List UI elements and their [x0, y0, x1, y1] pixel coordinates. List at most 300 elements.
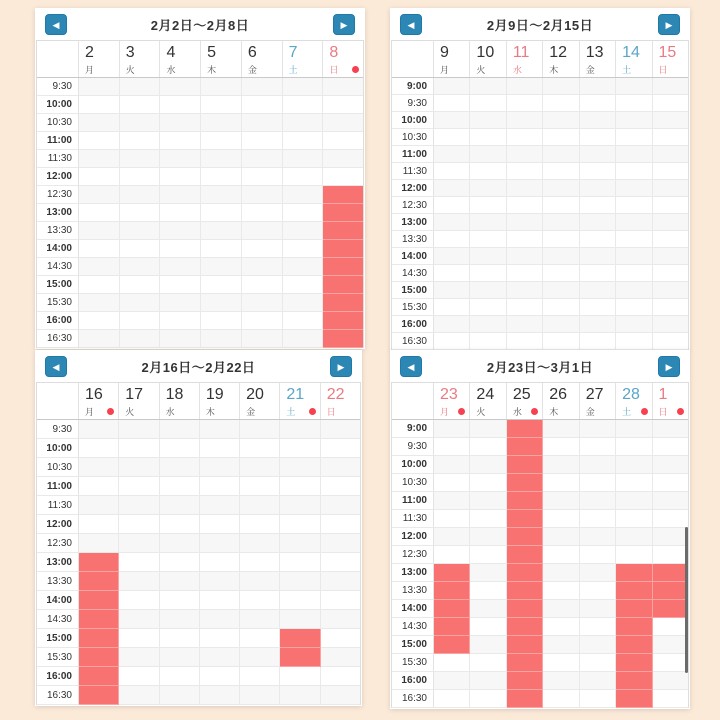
time-slot-cell[interactable]: [160, 168, 201, 186]
time-slot-cell[interactable]: [434, 438, 470, 456]
time-slot-cell[interactable]: [580, 528, 616, 546]
time-slot-cell[interactable]: [240, 458, 280, 477]
time-slot-cell[interactable]: [283, 114, 324, 132]
time-slot-cell[interactable]: [200, 629, 240, 648]
time-slot-cell[interactable]: [242, 222, 283, 240]
time-slot-cell[interactable]: [200, 458, 240, 477]
time-slot-cell[interactable]: [580, 129, 616, 146]
time-slot-cell[interactable]: [470, 618, 506, 636]
next-week-button[interactable]: ▶: [330, 356, 352, 377]
time-slot-cell[interactable]: [200, 515, 240, 534]
next-week-button[interactable]: ▶: [333, 14, 355, 35]
time-slot-cell[interactable]: [280, 610, 320, 629]
time-slot-cell[interactable]: [119, 629, 159, 648]
time-slot-cell[interactable]: [280, 420, 320, 439]
time-slot-cell[interactable]: [653, 265, 688, 282]
time-slot-cell[interactable]: [434, 510, 470, 528]
booked-slot-cell[interactable]: [323, 276, 363, 294]
time-slot-cell[interactable]: [321, 553, 360, 572]
time-slot-cell[interactable]: [160, 222, 201, 240]
time-slot-cell[interactable]: [240, 572, 280, 591]
time-slot-cell[interactable]: [543, 129, 579, 146]
time-slot-cell[interactable]: [201, 330, 242, 348]
booked-slot-cell[interactable]: [507, 582, 543, 600]
time-slot-cell[interactable]: [79, 240, 120, 258]
time-slot-cell[interactable]: [119, 686, 159, 705]
time-slot-cell[interactable]: [120, 150, 161, 168]
time-slot-cell[interactable]: [543, 248, 579, 265]
time-slot-cell[interactable]: [543, 582, 579, 600]
time-slot-cell[interactable]: [79, 294, 120, 312]
time-slot-cell[interactable]: [580, 197, 616, 214]
time-slot-cell[interactable]: [470, 299, 506, 316]
time-slot-cell[interactable]: [653, 528, 688, 546]
time-slot-cell[interactable]: [201, 240, 242, 258]
time-slot-cell[interactable]: [119, 439, 159, 458]
time-slot-cell[interactable]: [323, 114, 363, 132]
time-slot-cell[interactable]: [321, 610, 360, 629]
time-slot-cell[interactable]: [323, 96, 363, 114]
time-slot-cell[interactable]: [283, 222, 324, 240]
time-slot-cell[interactable]: [653, 214, 688, 231]
booked-slot-cell[interactable]: [616, 636, 652, 654]
time-slot-cell[interactable]: [160, 114, 201, 132]
time-slot-cell[interactable]: [283, 204, 324, 222]
time-slot-cell[interactable]: [200, 553, 240, 572]
booked-slot-cell[interactable]: [616, 654, 652, 672]
time-slot-cell[interactable]: [200, 534, 240, 553]
time-slot-cell[interactable]: [160, 204, 201, 222]
time-slot-cell[interactable]: [434, 654, 470, 672]
time-slot-cell[interactable]: [79, 168, 120, 186]
time-slot-cell[interactable]: [653, 78, 688, 95]
booked-slot-cell[interactable]: [79, 648, 119, 667]
time-slot-cell[interactable]: [321, 458, 360, 477]
time-slot-cell[interactable]: [321, 515, 360, 534]
time-slot-cell[interactable]: [543, 316, 579, 333]
time-slot-cell[interactable]: [200, 591, 240, 610]
prev-week-button[interactable]: ◀: [45, 14, 67, 35]
time-slot-cell[interactable]: [580, 265, 616, 282]
time-slot-cell[interactable]: [470, 564, 506, 582]
time-slot-cell[interactable]: [653, 95, 688, 112]
time-slot-cell[interactable]: [470, 197, 506, 214]
time-slot-cell[interactable]: [616, 163, 652, 180]
booked-slot-cell[interactable]: [507, 528, 543, 546]
time-slot-cell[interactable]: [653, 546, 688, 564]
time-slot-cell[interactable]: [434, 248, 470, 265]
time-slot-cell[interactable]: [242, 186, 283, 204]
time-slot-cell[interactable]: [434, 265, 470, 282]
booked-slot-cell[interactable]: [616, 564, 652, 582]
time-slot-cell[interactable]: [240, 515, 280, 534]
booked-slot-cell[interactable]: [507, 618, 543, 636]
time-slot-cell[interactable]: [201, 186, 242, 204]
booked-slot-cell[interactable]: [507, 600, 543, 618]
time-slot-cell[interactable]: [120, 330, 161, 348]
time-slot-cell[interactable]: [321, 648, 360, 667]
time-slot-cell[interactable]: [160, 477, 200, 496]
time-slot-cell[interactable]: [119, 572, 159, 591]
time-slot-cell[interactable]: [434, 474, 470, 492]
time-slot-cell[interactable]: [323, 132, 363, 150]
time-slot-cell[interactable]: [616, 180, 652, 197]
time-slot-cell[interactable]: [543, 197, 579, 214]
time-slot-cell[interactable]: [470, 112, 506, 129]
time-slot-cell[interactable]: [543, 492, 579, 510]
time-slot-cell[interactable]: [580, 636, 616, 654]
scrollbar-thumb[interactable]: [685, 527, 688, 673]
time-slot-cell[interactable]: [507, 316, 543, 333]
time-slot-cell[interactable]: [507, 231, 543, 248]
time-slot-cell[interactable]: [242, 294, 283, 312]
time-slot-cell[interactable]: [580, 474, 616, 492]
time-slot-cell[interactable]: [201, 204, 242, 222]
time-slot-cell[interactable]: [79, 114, 120, 132]
time-slot-cell[interactable]: [434, 299, 470, 316]
time-slot-cell[interactable]: [616, 438, 652, 456]
time-slot-cell[interactable]: [507, 112, 543, 129]
time-slot-cell[interactable]: [580, 672, 616, 690]
time-slot-cell[interactable]: [616, 112, 652, 129]
time-slot-cell[interactable]: [653, 248, 688, 265]
time-slot-cell[interactable]: [321, 420, 360, 439]
time-slot-cell[interactable]: [507, 197, 543, 214]
time-slot-cell[interactable]: [543, 214, 579, 231]
time-slot-cell[interactable]: [119, 477, 159, 496]
time-slot-cell[interactable]: [79, 496, 119, 515]
time-slot-cell[interactable]: [653, 231, 688, 248]
time-slot-cell[interactable]: [470, 282, 506, 299]
time-slot-cell[interactable]: [653, 299, 688, 316]
booked-slot-cell[interactable]: [434, 618, 470, 636]
time-slot-cell[interactable]: [653, 333, 688, 350]
time-slot-cell[interactable]: [200, 686, 240, 705]
time-slot-cell[interactable]: [201, 222, 242, 240]
booked-slot-cell[interactable]: [616, 672, 652, 690]
time-slot-cell[interactable]: [160, 534, 200, 553]
time-slot-cell[interactable]: [280, 572, 320, 591]
time-slot-cell[interactable]: [507, 163, 543, 180]
time-slot-cell[interactable]: [470, 78, 506, 95]
booked-slot-cell[interactable]: [616, 582, 652, 600]
time-slot-cell[interactable]: [653, 129, 688, 146]
time-slot-cell[interactable]: [434, 528, 470, 546]
time-slot-cell[interactable]: [434, 316, 470, 333]
time-slot-cell[interactable]: [160, 648, 200, 667]
booked-slot-cell[interactable]: [507, 654, 543, 672]
time-slot-cell[interactable]: [543, 618, 579, 636]
time-slot-cell[interactable]: [79, 330, 120, 348]
time-slot-cell[interactable]: [434, 129, 470, 146]
time-slot-cell[interactable]: [79, 204, 120, 222]
time-slot-cell[interactable]: [240, 591, 280, 610]
booked-slot-cell[interactable]: [280, 648, 320, 667]
booked-slot-cell[interactable]: [434, 600, 470, 618]
booked-slot-cell[interactable]: [79, 629, 119, 648]
time-slot-cell[interactable]: [616, 265, 652, 282]
time-slot-cell[interactable]: [434, 231, 470, 248]
time-slot-cell[interactable]: [160, 553, 200, 572]
time-slot-cell[interactable]: [543, 654, 579, 672]
time-slot-cell[interactable]: [434, 214, 470, 231]
booked-slot-cell[interactable]: [616, 618, 652, 636]
booked-slot-cell[interactable]: [507, 546, 543, 564]
booked-slot-cell[interactable]: [653, 582, 688, 600]
time-slot-cell[interactable]: [240, 439, 280, 458]
time-slot-cell[interactable]: [242, 96, 283, 114]
time-slot-cell[interactable]: [470, 316, 506, 333]
time-slot-cell[interactable]: [240, 477, 280, 496]
time-slot-cell[interactable]: [470, 600, 506, 618]
time-slot-cell[interactable]: [280, 515, 320, 534]
time-slot-cell[interactable]: [653, 636, 688, 654]
time-slot-cell[interactable]: [543, 95, 579, 112]
booked-slot-cell[interactable]: [507, 492, 543, 510]
time-slot-cell[interactable]: [280, 534, 320, 553]
prev-week-button[interactable]: ◀: [45, 356, 67, 377]
time-slot-cell[interactable]: [280, 458, 320, 477]
time-slot-cell[interactable]: [580, 438, 616, 456]
time-slot-cell[interactable]: [120, 96, 161, 114]
time-slot-cell[interactable]: [240, 534, 280, 553]
time-slot-cell[interactable]: [283, 186, 324, 204]
booked-slot-cell[interactable]: [653, 600, 688, 618]
time-slot-cell[interactable]: [120, 114, 161, 132]
time-slot-cell[interactable]: [653, 510, 688, 528]
time-slot-cell[interactable]: [434, 112, 470, 129]
time-slot-cell[interactable]: [543, 510, 579, 528]
time-slot-cell[interactable]: [201, 150, 242, 168]
time-slot-cell[interactable]: [201, 258, 242, 276]
time-slot-cell[interactable]: [616, 474, 652, 492]
time-slot-cell[interactable]: [470, 528, 506, 546]
time-slot-cell[interactable]: [543, 282, 579, 299]
time-slot-cell[interactable]: [160, 420, 200, 439]
time-slot-cell[interactable]: [653, 456, 688, 474]
time-slot-cell[interactable]: [160, 686, 200, 705]
time-slot-cell[interactable]: [283, 240, 324, 258]
time-slot-cell[interactable]: [242, 258, 283, 276]
time-slot-cell[interactable]: [120, 186, 161, 204]
next-week-button[interactable]: ▶: [658, 14, 680, 35]
time-slot-cell[interactable]: [280, 439, 320, 458]
booked-slot-cell[interactable]: [616, 600, 652, 618]
time-slot-cell[interactable]: [470, 690, 506, 708]
time-slot-cell[interactable]: [280, 496, 320, 515]
time-slot-cell[interactable]: [119, 553, 159, 572]
time-slot-cell[interactable]: [616, 95, 652, 112]
time-slot-cell[interactable]: [434, 197, 470, 214]
time-slot-cell[interactable]: [79, 477, 119, 496]
booked-slot-cell[interactable]: [434, 636, 470, 654]
time-slot-cell[interactable]: [543, 333, 579, 350]
time-slot-cell[interactable]: [434, 492, 470, 510]
time-slot-cell[interactable]: [580, 214, 616, 231]
time-slot-cell[interactable]: [242, 150, 283, 168]
time-slot-cell[interactable]: [616, 420, 652, 438]
time-slot-cell[interactable]: [242, 330, 283, 348]
time-slot-cell[interactable]: [543, 265, 579, 282]
time-slot-cell[interactable]: [201, 312, 242, 330]
time-slot-cell[interactable]: [653, 618, 688, 636]
time-slot-cell[interactable]: [507, 78, 543, 95]
time-slot-cell[interactable]: [616, 197, 652, 214]
time-slot-cell[interactable]: [283, 150, 324, 168]
time-slot-cell[interactable]: [543, 672, 579, 690]
booked-slot-cell[interactable]: [507, 636, 543, 654]
time-slot-cell[interactable]: [240, 496, 280, 515]
time-slot-cell[interactable]: [580, 163, 616, 180]
time-slot-cell[interactable]: [119, 515, 159, 534]
time-slot-cell[interactable]: [507, 265, 543, 282]
booked-slot-cell[interactable]: [79, 686, 119, 705]
time-slot-cell[interactable]: [653, 690, 688, 708]
time-slot-cell[interactable]: [321, 629, 360, 648]
time-slot-cell[interactable]: [434, 690, 470, 708]
time-slot-cell[interactable]: [200, 439, 240, 458]
time-slot-cell[interactable]: [580, 564, 616, 582]
time-slot-cell[interactable]: [323, 150, 363, 168]
time-slot-cell[interactable]: [120, 168, 161, 186]
time-slot-cell[interactable]: [242, 312, 283, 330]
time-slot-cell[interactable]: [470, 180, 506, 197]
time-slot-cell[interactable]: [200, 610, 240, 629]
time-slot-cell[interactable]: [200, 648, 240, 667]
time-slot-cell[interactable]: [653, 420, 688, 438]
time-slot-cell[interactable]: [120, 78, 161, 96]
time-slot-cell[interactable]: [616, 316, 652, 333]
time-slot-cell[interactable]: [120, 276, 161, 294]
time-slot-cell[interactable]: [321, 534, 360, 553]
time-slot-cell[interactable]: [470, 636, 506, 654]
time-slot-cell[interactable]: [470, 214, 506, 231]
booked-slot-cell[interactable]: [323, 204, 363, 222]
time-slot-cell[interactable]: [616, 546, 652, 564]
time-slot-cell[interactable]: [79, 150, 120, 168]
time-slot-cell[interactable]: [283, 294, 324, 312]
time-slot-cell[interactable]: [470, 333, 506, 350]
time-slot-cell[interactable]: [580, 78, 616, 95]
time-slot-cell[interactable]: [79, 96, 120, 114]
time-slot-cell[interactable]: [120, 132, 161, 150]
time-slot-cell[interactable]: [434, 163, 470, 180]
next-week-button[interactable]: ▶: [658, 356, 680, 377]
time-slot-cell[interactable]: [280, 553, 320, 572]
prev-week-button[interactable]: ◀: [400, 14, 422, 35]
time-slot-cell[interactable]: [242, 168, 283, 186]
time-slot-cell[interactable]: [507, 214, 543, 231]
time-slot-cell[interactable]: [543, 528, 579, 546]
time-slot-cell[interactable]: [580, 180, 616, 197]
time-slot-cell[interactable]: [200, 477, 240, 496]
time-slot-cell[interactable]: [507, 299, 543, 316]
time-slot-cell[interactable]: [543, 299, 579, 316]
time-slot-cell[interactable]: [160, 150, 201, 168]
time-slot-cell[interactable]: [120, 294, 161, 312]
time-slot-cell[interactable]: [507, 282, 543, 299]
booked-slot-cell[interactable]: [79, 553, 119, 572]
time-slot-cell[interactable]: [79, 312, 120, 330]
time-slot-cell[interactable]: [470, 582, 506, 600]
time-slot-cell[interactable]: [470, 672, 506, 690]
time-slot-cell[interactable]: [470, 95, 506, 112]
time-slot-cell[interactable]: [160, 629, 200, 648]
time-slot-cell[interactable]: [653, 438, 688, 456]
time-slot-cell[interactable]: [434, 282, 470, 299]
time-slot-cell[interactable]: [580, 690, 616, 708]
time-slot-cell[interactable]: [280, 686, 320, 705]
time-slot-cell[interactable]: [79, 458, 119, 477]
time-slot-cell[interactable]: [201, 168, 242, 186]
time-slot-cell[interactable]: [79, 276, 120, 294]
time-slot-cell[interactable]: [543, 456, 579, 474]
booked-slot-cell[interactable]: [323, 186, 363, 204]
time-slot-cell[interactable]: [616, 282, 652, 299]
time-slot-cell[interactable]: [580, 248, 616, 265]
time-slot-cell[interactable]: [580, 582, 616, 600]
time-slot-cell[interactable]: [79, 420, 119, 439]
time-slot-cell[interactable]: [79, 534, 119, 553]
time-slot-cell[interactable]: [119, 534, 159, 553]
time-slot-cell[interactable]: [79, 258, 120, 276]
time-slot-cell[interactable]: [201, 96, 242, 114]
booked-slot-cell[interactable]: [653, 564, 688, 582]
time-slot-cell[interactable]: [160, 667, 200, 686]
time-slot-cell[interactable]: [79, 222, 120, 240]
time-slot-cell[interactable]: [240, 629, 280, 648]
time-slot-cell[interactable]: [119, 648, 159, 667]
time-slot-cell[interactable]: [434, 672, 470, 690]
time-slot-cell[interactable]: [160, 591, 200, 610]
time-slot-cell[interactable]: [653, 197, 688, 214]
booked-slot-cell[interactable]: [507, 420, 543, 438]
time-slot-cell[interactable]: [616, 248, 652, 265]
time-slot-cell[interactable]: [580, 492, 616, 510]
booked-slot-cell[interactable]: [323, 330, 363, 348]
time-slot-cell[interactable]: [616, 492, 652, 510]
time-slot-cell[interactable]: [616, 129, 652, 146]
time-slot-cell[interactable]: [616, 528, 652, 546]
time-slot-cell[interactable]: [434, 146, 470, 163]
time-slot-cell[interactable]: [201, 78, 242, 96]
time-slot-cell[interactable]: [434, 456, 470, 474]
time-slot-cell[interactable]: [470, 510, 506, 528]
time-slot-cell[interactable]: [119, 496, 159, 515]
time-slot-cell[interactable]: [79, 186, 120, 204]
time-slot-cell[interactable]: [240, 686, 280, 705]
time-slot-cell[interactable]: [160, 96, 201, 114]
time-slot-cell[interactable]: [580, 456, 616, 474]
time-slot-cell[interactable]: [470, 420, 506, 438]
time-slot-cell[interactable]: [580, 618, 616, 636]
time-slot-cell[interactable]: [470, 265, 506, 282]
time-slot-cell[interactable]: [283, 258, 324, 276]
time-slot-cell[interactable]: [242, 114, 283, 132]
time-slot-cell[interactable]: [160, 258, 201, 276]
time-slot-cell[interactable]: [321, 686, 360, 705]
booked-slot-cell[interactable]: [507, 672, 543, 690]
time-slot-cell[interactable]: [543, 564, 579, 582]
booked-slot-cell[interactable]: [507, 510, 543, 528]
time-slot-cell[interactable]: [470, 146, 506, 163]
time-slot-cell[interactable]: [120, 240, 161, 258]
time-slot-cell[interactable]: [321, 572, 360, 591]
time-slot-cell[interactable]: [616, 231, 652, 248]
time-slot-cell[interactable]: [323, 78, 363, 96]
time-slot-cell[interactable]: [543, 231, 579, 248]
time-slot-cell[interactable]: [280, 667, 320, 686]
